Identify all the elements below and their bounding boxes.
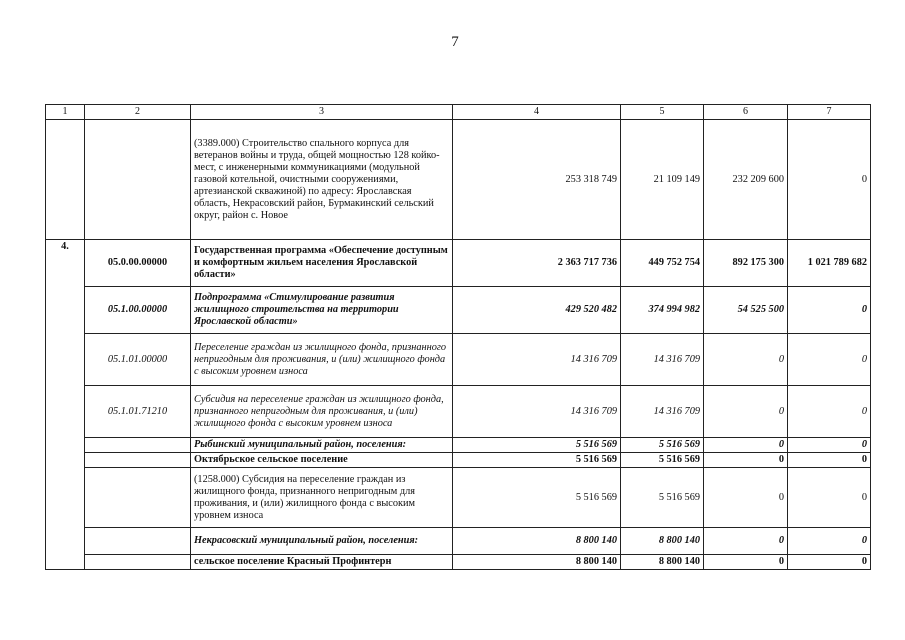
row-value-6: 892 175 300 bbox=[704, 240, 788, 287]
row-value-6: 54 525 500 bbox=[704, 287, 788, 334]
page-number: 7 bbox=[451, 34, 459, 50]
row-value-4: 5 516 569 bbox=[453, 453, 621, 468]
row-code bbox=[85, 438, 191, 453]
row-value-7: 0 bbox=[788, 386, 871, 438]
row-value-7: 0 bbox=[788, 438, 871, 453]
row-code bbox=[85, 468, 191, 528]
table-row bbox=[46, 120, 871, 240]
row-value-7: 0 bbox=[788, 468, 871, 528]
header-cell: 2 bbox=[85, 105, 191, 120]
table-row bbox=[46, 240, 871, 287]
row-value-5: 5 516 569 bbox=[621, 438, 704, 453]
table-row bbox=[46, 287, 871, 334]
row-name: Подпрограмма «Стимулирование развития жилищного строительства на территории Ярославской области» bbox=[191, 287, 453, 334]
table-header-row bbox=[46, 105, 871, 120]
row-name: Октябрьское сельское поселение bbox=[191, 453, 453, 468]
row-value-5: 14 316 709 bbox=[621, 386, 704, 438]
row-value-5: 5 516 569 bbox=[621, 453, 704, 468]
table-row bbox=[46, 438, 871, 453]
row-code: 05.1.01.00000 bbox=[85, 334, 191, 386]
header-cell: 5 bbox=[621, 105, 704, 120]
row-value-5: 14 316 709 bbox=[621, 334, 704, 386]
row-value-4: 8 800 140 bbox=[453, 528, 621, 555]
row-code: 05.0.00.00000 bbox=[85, 240, 191, 287]
row-name: (1258.000) Субсидия на переселение граждан из жилищного фонда, признанного непригодным для проживания, и (или) жилищного фонда с высоким уровнем износа bbox=[191, 468, 453, 528]
header-cell: 7 bbox=[788, 105, 871, 120]
table-row bbox=[46, 386, 871, 438]
row-value-4: 14 316 709 bbox=[453, 334, 621, 386]
row-value-6: 232 209 600 bbox=[704, 120, 788, 240]
row-value-7: 0 bbox=[788, 120, 871, 240]
table-row bbox=[46, 468, 871, 528]
row-value-5: 8 800 140 bbox=[621, 528, 704, 555]
row-value-6: 0 bbox=[704, 386, 788, 438]
row-value-4: 253 318 749 bbox=[453, 120, 621, 240]
row-value-7: 0 bbox=[788, 334, 871, 386]
table-row bbox=[46, 555, 871, 570]
row-name: Некрасовский муниципальный район, поселения: bbox=[191, 528, 453, 555]
table-row bbox=[46, 453, 871, 468]
row-code: 05.1.01.71210 bbox=[85, 386, 191, 438]
row-number: 4. bbox=[46, 240, 85, 570]
row-name: Государственная программа «Обеспечение доступным и комфортным жильем населения Ярославской области» bbox=[191, 240, 453, 287]
header-cell: 6 bbox=[704, 105, 788, 120]
row-value-6: 0 bbox=[704, 555, 788, 570]
row-value-6: 0 bbox=[704, 528, 788, 555]
row-value-5: 5 516 569 bbox=[621, 468, 704, 528]
row-value-7: 0 bbox=[788, 528, 871, 555]
row-value-5: 374 994 982 bbox=[621, 287, 704, 334]
row-code bbox=[85, 528, 191, 555]
row-code bbox=[85, 555, 191, 570]
table-row bbox=[46, 334, 871, 386]
row-number bbox=[46, 120, 85, 240]
row-name: (3389.000) Строительство спального корпуса для ветеранов войны и труда, общей мощностью 128 койко-мест, с инженерными коммуникациями (модульной газовой котельной, очистными сооружениями, артезианской скважиной) по адресу: Ярославская область, Некрасовский район, Бурмакинский сельский округ, район с. Новое bbox=[191, 120, 453, 240]
row-value-7: 0 bbox=[788, 287, 871, 334]
row-value-4: 2 363 717 736 bbox=[453, 240, 621, 287]
budget-table bbox=[45, 104, 871, 570]
row-code bbox=[85, 453, 191, 468]
row-value-6: 0 bbox=[704, 468, 788, 528]
row-name: Субсидия на переселение граждан из жилищного фонда, признанного непригодным для проживания, и (или) жилищного фонда с высоким уровнем износа bbox=[191, 386, 453, 438]
row-value-6: 0 bbox=[704, 453, 788, 468]
table-row bbox=[46, 528, 871, 555]
row-value-4: 5 516 569 bbox=[453, 438, 621, 453]
row-value-7: 0 bbox=[788, 555, 871, 570]
row-value-6: 0 bbox=[704, 334, 788, 386]
row-value-4: 429 520 482 bbox=[453, 287, 621, 334]
header-cell: 3 bbox=[191, 105, 453, 120]
row-value-7: 0 bbox=[788, 453, 871, 468]
row-value-7: 1 021 789 682 bbox=[788, 240, 871, 287]
header-cell: 1 bbox=[46, 105, 85, 120]
row-value-4: 8 800 140 bbox=[453, 555, 621, 570]
row-name: сельское поселение Красный Профинтерн bbox=[191, 555, 453, 570]
row-value-5: 21 109 149 bbox=[621, 120, 704, 240]
row-value-5: 8 800 140 bbox=[621, 555, 704, 570]
header-cell: 4 bbox=[453, 105, 621, 120]
row-name: Рыбинский муниципальный район, поселения: bbox=[191, 438, 453, 453]
row-value-6: 0 bbox=[704, 438, 788, 453]
row-name: Переселение граждан из жилищного фонда, признанного непригодным для проживания, и (или) жилищного фонда с высоким уровнем износа bbox=[191, 334, 453, 386]
row-value-4: 5 516 569 bbox=[453, 468, 621, 528]
row-code: 05.1.00.00000 bbox=[85, 287, 191, 334]
row-code bbox=[85, 120, 191, 240]
row-value-4: 14 316 709 bbox=[453, 386, 621, 438]
row-value-5: 449 752 754 bbox=[621, 240, 704, 287]
